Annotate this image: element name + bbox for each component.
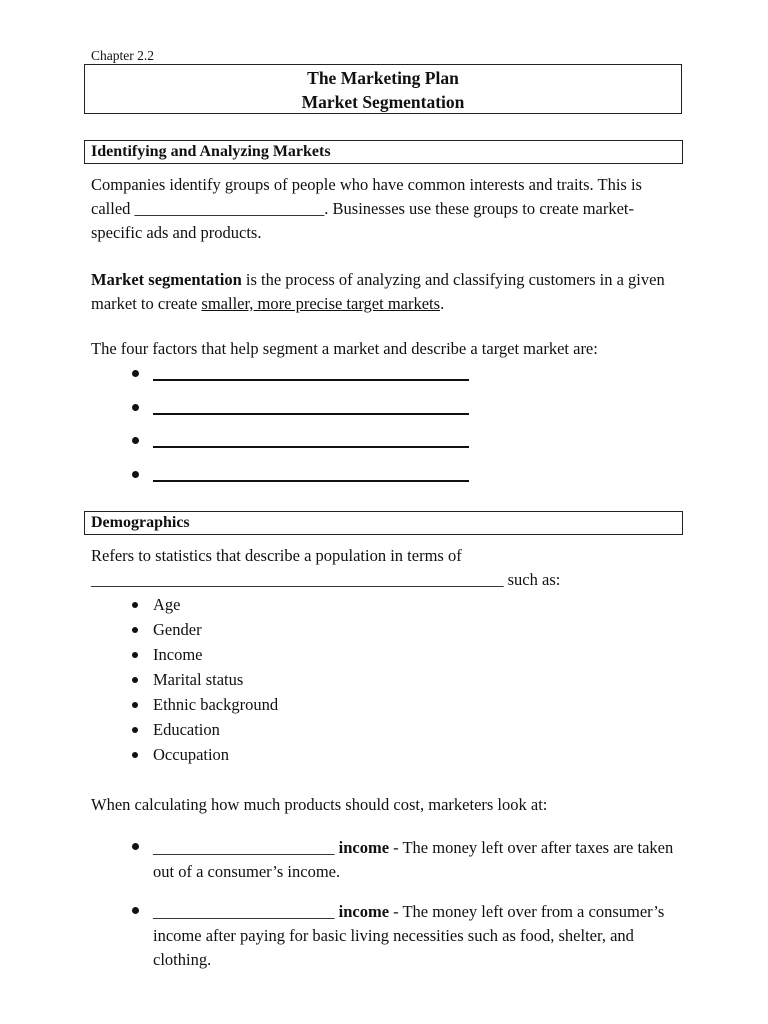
- list-item-label: Age: [153, 595, 181, 614]
- chapter-label: Chapter 2.2: [91, 48, 154, 63]
- list-item-label: Gender: [153, 620, 202, 639]
- list-item-label: Ethnic background: [153, 695, 279, 714]
- bullet-icon: [132, 602, 138, 608]
- income-term: income: [338, 902, 390, 921]
- paragraph-identify: [91, 173, 681, 245]
- para2-end: .: [440, 294, 445, 313]
- list-item: [91, 900, 681, 972]
- bullet-icon: [132, 727, 138, 733]
- bullet-icon: [132, 752, 138, 758]
- list-item: [91, 364, 469, 398]
- income-blank: ______________________: [153, 838, 335, 857]
- paragraph-segmentation: [91, 268, 681, 316]
- page-subtitle: Market Segmentation: [301, 92, 465, 112]
- income-item-1: [91, 836, 681, 884]
- paragraph-demographics: [91, 544, 681, 592]
- para2-mid: is the process of analyzing and classifying customers in a given market to create: [91, 270, 665, 313]
- factor-blank-list: [91, 364, 469, 498]
- income-definition: - The money left over after taxes are taken out of a consumer’s income.: [153, 838, 674, 881]
- bullet-icon: [132, 437, 139, 444]
- list-item: [91, 718, 278, 743]
- list-item-label: Income: [153, 645, 203, 664]
- title-box: [84, 64, 682, 114]
- demographics-blank: __________________________________________________: [91, 570, 504, 589]
- list-item: [91, 431, 469, 465]
- paragraph-cost-intro: When calculating how much products should cost, marketers look at:: [91, 795, 548, 814]
- bullet-icon: [132, 677, 138, 683]
- bullet-icon: [132, 702, 138, 708]
- blank-line: [153, 466, 469, 482]
- bullet-icon: [132, 627, 138, 633]
- income-definition: - The money left over from a consumer’s income after paying for basic living necessities such as food, shelter, and clothing.: [153, 902, 665, 969]
- page-title: The Marketing Plan: [307, 68, 459, 88]
- list-item-label: Marital status: [153, 670, 244, 689]
- bullet-icon: [132, 843, 139, 850]
- blank-line: [153, 399, 469, 415]
- demographics-list: [91, 593, 278, 768]
- bullet-icon: [132, 370, 139, 377]
- list-item: [91, 618, 278, 643]
- income-term: income: [338, 838, 390, 857]
- demographics-intro-end: such as:: [503, 570, 561, 589]
- list-item: [91, 743, 278, 768]
- list-item: [91, 693, 278, 718]
- list-item: [91, 465, 469, 499]
- bullet-icon: [132, 404, 139, 411]
- list-item: [91, 668, 278, 693]
- para1-end: . Businesses use these groups to create market-specific ads and products.: [91, 199, 635, 242]
- bullet-icon: [132, 471, 139, 478]
- list-item-label: Occupation: [153, 745, 230, 764]
- para1-start: Companies identify groups of people who have common interests and traits. This is called: [91, 175, 642, 218]
- income-blank: ______________________: [153, 902, 335, 921]
- section-heading-identifying: Identifying and Analyzing Markets: [84, 140, 683, 164]
- income-item-2: [91, 900, 681, 972]
- list-item: [91, 593, 278, 618]
- segmentation-term: Market segmentation: [91, 270, 242, 289]
- para1-blank: _______________________: [134, 199, 325, 218]
- list-item-label: Education: [153, 720, 220, 739]
- list-item: [91, 836, 681, 884]
- blank-line: [153, 365, 469, 381]
- list-item: [91, 643, 278, 668]
- bullet-icon: [132, 652, 138, 658]
- demographics-intro: Refers to statistics that describe a population in terms of: [91, 546, 462, 565]
- paragraph-four-factors: The four factors that help segment a market and describe a target market are:: [91, 339, 598, 358]
- list-item: [91, 398, 469, 432]
- blank-line: [153, 432, 469, 448]
- para2-underlined: smaller, more precise target markets: [201, 294, 441, 313]
- bullet-icon: [132, 907, 139, 914]
- section-heading-demographics: Demographics: [84, 511, 683, 535]
